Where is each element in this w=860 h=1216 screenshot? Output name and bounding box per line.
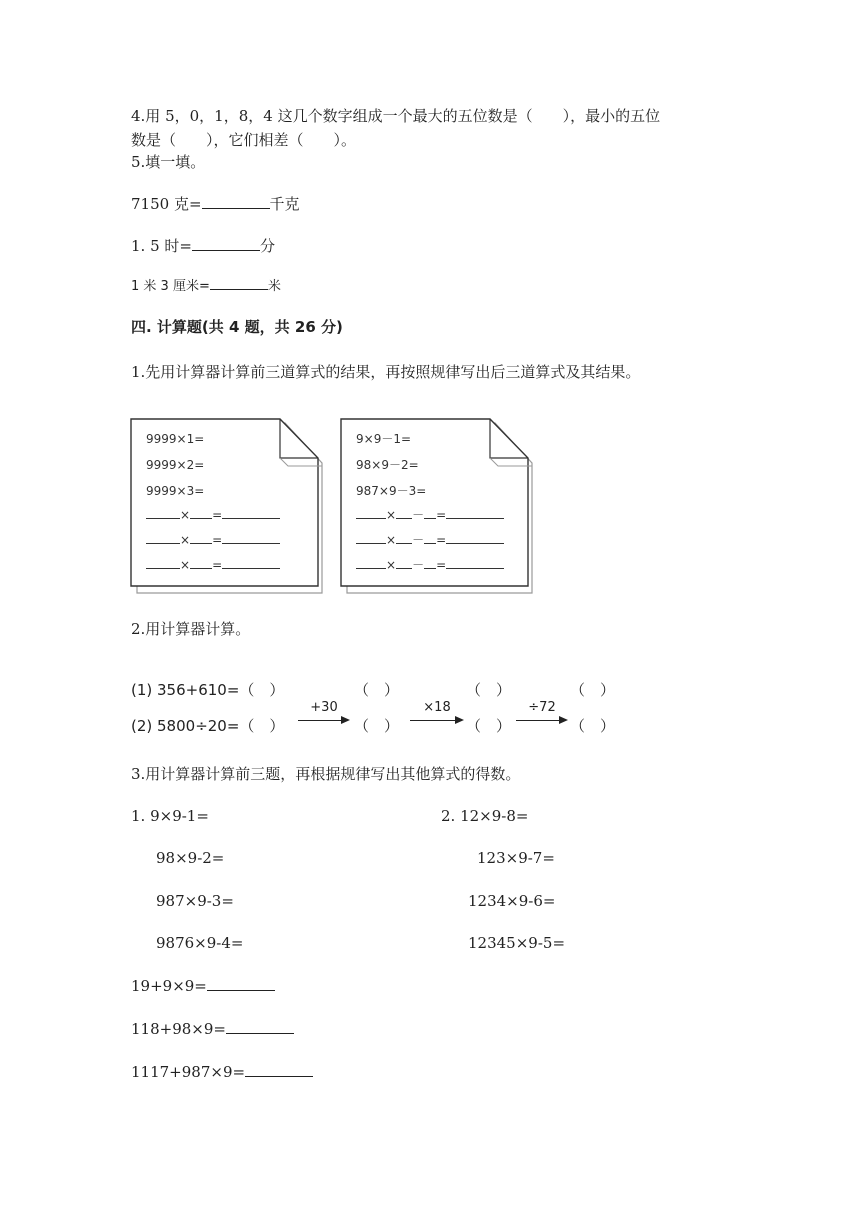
minus-sign: － [412,533,425,547]
answer-blank[interactable] [446,533,504,544]
operation-label: +30 [310,700,338,715]
p3-left-2: 98×9-2= [156,849,225,867]
operation-arrow [298,702,350,728]
equals-sign: = [436,533,447,547]
card-left-blank-row [146,508,280,522]
card-left-blank-row [146,533,280,547]
p3-right-3: 1234×9-6= [468,892,556,910]
card-right-row-1: 9×9－1= [356,432,412,446]
answer-paren[interactable]: （ ） [570,681,616,699]
equals-sign: = [212,508,223,522]
p1-instruction: 1.先用计算器计算前三道算式的结果，再按照规律写出后三道算式及其结果。 [131,363,641,381]
minus-sign: － [412,558,425,572]
p3-right-2: 123×9-7= [477,849,555,867]
answer-blank[interactable] [396,533,412,544]
q5-item-3-prefix: 1 米 3 厘米= [131,279,210,294]
q5-item-1-unit: 千克 [269,195,300,213]
card-right-blank-row [356,533,504,547]
answer-paren[interactable]: （ ） [354,717,400,735]
card-left-row-1: 9999×1= [146,432,205,446]
card-left-row-2: 9999×2= [146,458,205,472]
answer-blank[interactable] [356,533,386,544]
answer-blank[interactable] [396,508,412,519]
p2-row1-start: (1) 356+610=（ ） [131,681,285,699]
answer-blank[interactable] [190,558,212,569]
arrow-head-icon [455,716,464,724]
answer-blank[interactable] [190,533,212,544]
card-right-blank-row [356,558,504,572]
times-sign: × [180,558,191,572]
p3-fill-3-expr: 1117+987×9= [131,1063,246,1081]
times-sign: × [180,508,191,522]
minus-sign: － [412,508,425,522]
answer-paren[interactable]: （ ） [466,717,512,735]
p3-fill-2 [131,1019,294,1039]
answer-blank[interactable] [245,1062,313,1077]
answer-blank[interactable] [146,558,180,569]
p3-right-4: 12345×9-5= [468,934,566,952]
equals-sign: = [212,533,223,547]
q5-item-3-unit: 米 [267,279,281,294]
p3-left-4: 9876×9-4= [156,934,244,952]
operation-label: ÷72 [528,700,556,715]
arrow-line [516,720,560,721]
p3-right-1: 2. 12×9-8= [441,807,529,825]
card-right-row-3: 987×9－3= [356,484,427,498]
p3-left-1: 1. 9×9-1= [131,807,209,825]
times-sign: × [180,533,191,547]
answer-blank[interactable] [207,976,275,991]
answer-blank[interactable] [424,508,436,519]
answer-blank[interactable] [226,1019,294,1034]
q5-item-2-unit: 分 [259,237,275,255]
answer-paren[interactable]: （ ） [466,681,512,699]
answer-blank[interactable] [222,533,280,544]
answer-blank[interactable] [424,558,436,569]
times-sign: × [386,533,397,547]
answer-blank[interactable] [222,558,280,569]
answer-blank[interactable] [210,277,268,290]
arrow-line [410,720,456,721]
q5-item-1 [131,194,300,214]
arrow-head-icon [559,716,568,724]
answer-blank[interactable] [202,194,270,209]
answer-blank[interactable] [192,236,260,251]
answer-blank[interactable] [446,558,504,569]
q5-title: 5.填一填。 [131,153,206,171]
q5-item-2-prefix: 1. 5 时= [131,237,192,255]
operation-arrow [516,702,568,728]
answer-blank[interactable] [190,508,212,519]
equals-sign: = [436,508,447,522]
p2-row2-start: (2) 5800÷20=（ ） [131,717,285,735]
times-sign: × [386,558,397,572]
p3-instruction: 3.用计算器计算前三题，再根据规律写出其他算式的得数。 [131,765,521,783]
p2-instruction: 2.用计算器计算。 [131,620,251,638]
operation-label: ×18 [423,700,451,715]
q5-item-3 [131,277,281,297]
answer-blank[interactable] [146,508,180,519]
answer-blank[interactable] [424,533,436,544]
card-left-blank-row [146,558,280,572]
q5-item-2 [131,236,275,256]
p3-left-3: 987×9-3= [156,892,234,910]
answer-blank[interactable] [146,533,180,544]
arrow-head-icon [341,716,350,724]
answer-blank[interactable] [356,508,386,519]
card-left-row-3: 9999×3= [146,484,205,498]
equals-sign: = [436,558,447,572]
q5-item-1-prefix: 7150 克= [131,195,202,213]
p3-fill-3 [131,1062,313,1082]
section-heading: 四. 计算题(共 4 题，共 26 分) [131,318,343,336]
times-sign: × [386,508,397,522]
q4-line1: 4.用 5，0，1，8，4 这几个数字组成一个最大的五位数是（ ），最小的五位 [131,107,661,125]
p3-fill-1 [131,976,275,996]
answer-paren[interactable]: （ ） [570,717,616,735]
answer-blank[interactable] [356,558,386,569]
card-right-row-2: 98×9－2= [356,458,419,472]
p3-fill-1-expr: 19+9×9= [131,977,207,995]
equals-sign: = [212,558,223,572]
operation-arrow [410,702,464,728]
note-card-left [130,418,315,588]
q4-line2: 数是（ ），它们相差（ ）。 [131,131,357,149]
answer-blank[interactable] [396,558,412,569]
card-right-blank-row [356,508,504,522]
answer-blank[interactable] [222,508,280,519]
arrow-line [298,720,342,721]
answer-blank[interactable] [446,508,504,519]
p3-fill-2-expr: 118+98×9= [131,1020,226,1038]
answer-paren[interactable]: （ ） [354,681,400,699]
note-card-right [340,418,525,588]
